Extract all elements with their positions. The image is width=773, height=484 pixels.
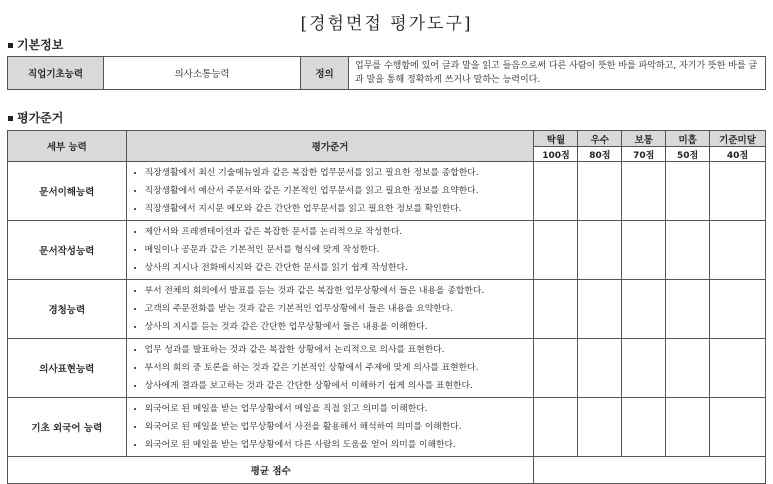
criteria-item: • 상사에게 결과를 보고하는 것과 같은 간단한 상황에서 이해하기 쉽게 의사를 표현한다. xyxy=(145,377,530,395)
score-cell[interactable] xyxy=(578,280,622,339)
criteria-item: • 외국어로 된 메일을 받는 업무상황에서 다른 사람의 도움을 얻어 의미를 이해한다. xyxy=(145,436,530,454)
criteria-list-cell xyxy=(126,339,534,398)
score-cell[interactable] xyxy=(622,280,666,339)
score-cell[interactable] xyxy=(534,280,578,339)
table-row xyxy=(8,398,766,457)
score-cell[interactable] xyxy=(622,162,666,221)
criteria-heading: 평가준거 xyxy=(8,109,63,126)
score-cell[interactable] xyxy=(534,221,578,280)
ability-name: 문서이해능력 xyxy=(8,162,127,221)
criteria-item: • 외국어로 된 메일을 받는 업무상황에서 메일을 직접 읽고 의미를 이해한다. xyxy=(145,400,530,418)
definition-text: 업무를 수행함에 있어 글과 말을 읽고 들음으로써 다른 사람이 뜻한 바를 파악하고, 자기가 뜻한 바를 글과 말을 통해 정확하게 쓰거나 말하는 능력이다. xyxy=(349,57,766,90)
ability-name: 의사표현능력 xyxy=(8,339,127,398)
ability-name: 기초 외국어 능력 xyxy=(8,398,127,457)
definition-label: 정의 xyxy=(301,57,349,90)
score-cell[interactable] xyxy=(710,280,766,339)
table-row xyxy=(8,280,766,339)
basic-info-table xyxy=(7,56,766,90)
table-row xyxy=(8,221,766,280)
criteria-item: • 부서의 회의 중 토론을 하는 것과 같은 기본적인 상황에서 주제에 맞게 의사를 표현한다. xyxy=(145,359,530,377)
score-cell[interactable] xyxy=(578,162,622,221)
col-ability-header: 세부 능력 xyxy=(8,131,127,162)
grade-label: 탁월 xyxy=(534,131,578,147)
grade-label: 미흡 xyxy=(666,131,710,147)
criteria-list-cell xyxy=(126,280,534,339)
grade-score: 100점 xyxy=(534,147,578,162)
score-cell[interactable] xyxy=(578,339,622,398)
grade-label: 기준미달 xyxy=(710,131,766,147)
grade-score: 40점 xyxy=(710,147,766,162)
grade-label: 우수 xyxy=(578,131,622,147)
ability-name: 경청능력 xyxy=(8,280,127,339)
criteria-list-cell xyxy=(126,162,534,221)
score-cell[interactable] xyxy=(622,339,666,398)
criteria-item: • 제안서와 프레젠테이션과 같은 복잡한 문서를 논리적으로 작성한다. xyxy=(145,223,530,241)
criteria-item: • 상사의 지시나 전화메시지와 같은 간단한 문서를 읽기 쉽게 작성한다. xyxy=(145,259,530,277)
criteria-item: • 고객의 주문전화를 받는 것과 같은 기본적인 업무상황에서 들은 내용을 요약한다. xyxy=(145,300,530,318)
criteria-table xyxy=(7,130,766,484)
grade-label: 보통 xyxy=(622,131,666,147)
bullet-icon xyxy=(8,116,13,121)
criteria-item: • 부서 전체의 회의에서 발표를 듣는 것과 같은 복잡한 업무상황에서 들은 내용을 종합한다. xyxy=(145,282,530,300)
grade-score: 50점 xyxy=(666,147,710,162)
score-cell[interactable] xyxy=(534,162,578,221)
criteria-item: • 메일이나 공문과 같은 기본적인 문서를 형식에 맞게 작성한다. xyxy=(145,241,530,259)
field-label: 직업기초능력 xyxy=(8,57,104,90)
score-cell[interactable] xyxy=(534,339,578,398)
criteria-item: • 업무 성과를 발표하는 것과 같은 복잡한 상황에서 논리적으로 의사를 표현한다. xyxy=(145,341,530,359)
criteria-item: • 직장생활에서 최신 기술매뉴얼과 같은 복잡한 업무문서를 읽고 필요한 정보를 종합한다. xyxy=(145,164,530,182)
criteria-item: • 직장생활에서 지시문 메모와 같은 간단한 업무문서를 읽고 필요한 정보를 확인한다. xyxy=(145,200,530,218)
score-cell[interactable] xyxy=(666,221,710,280)
criteria-item: • 직장생활에서 예산서 주문서와 같은 기본적인 업무문서를 읽고 필요한 정보를 요약한다. xyxy=(145,182,530,200)
score-cell[interactable] xyxy=(578,398,622,457)
criteria-item: • 외국어로 된 메일을 받는 업무상황에서 사전을 활용해서 해석하여 의미를 이해한다. xyxy=(145,418,530,436)
score-cell[interactable] xyxy=(666,339,710,398)
average-score-cell[interactable] xyxy=(534,457,766,484)
average-label: 평균 점수 xyxy=(8,457,534,484)
grade-score: 70점 xyxy=(622,147,666,162)
table-row xyxy=(8,162,766,221)
score-cell[interactable] xyxy=(710,398,766,457)
score-cell[interactable] xyxy=(666,162,710,221)
col-criteria-header: 평가준거 xyxy=(126,131,534,162)
score-cell[interactable] xyxy=(578,221,622,280)
average-row xyxy=(8,457,766,484)
basic-info-heading: 기본정보 xyxy=(8,36,63,53)
bullet-icon xyxy=(8,43,13,48)
score-cell[interactable] xyxy=(622,221,666,280)
score-cell[interactable] xyxy=(534,398,578,457)
page-title: [경험면접 평가도구] xyxy=(300,14,473,34)
criteria-list-cell xyxy=(126,221,534,280)
score-cell[interactable] xyxy=(666,398,710,457)
score-cell[interactable] xyxy=(710,339,766,398)
criteria-list-cell xyxy=(126,398,534,457)
score-cell[interactable] xyxy=(710,162,766,221)
criteria-item: • 상사의 지시를 듣는 것과 같은 간단한 업무상황에서 들은 내용을 이해한다. xyxy=(145,318,530,336)
grade-score: 80점 xyxy=(578,147,622,162)
ability-name: 문서작성능력 xyxy=(8,221,127,280)
table-row xyxy=(8,339,766,398)
score-cell[interactable] xyxy=(666,280,710,339)
field-value: 의사소통능력 xyxy=(104,57,301,90)
score-cell[interactable] xyxy=(710,221,766,280)
score-cell[interactable] xyxy=(622,398,666,457)
